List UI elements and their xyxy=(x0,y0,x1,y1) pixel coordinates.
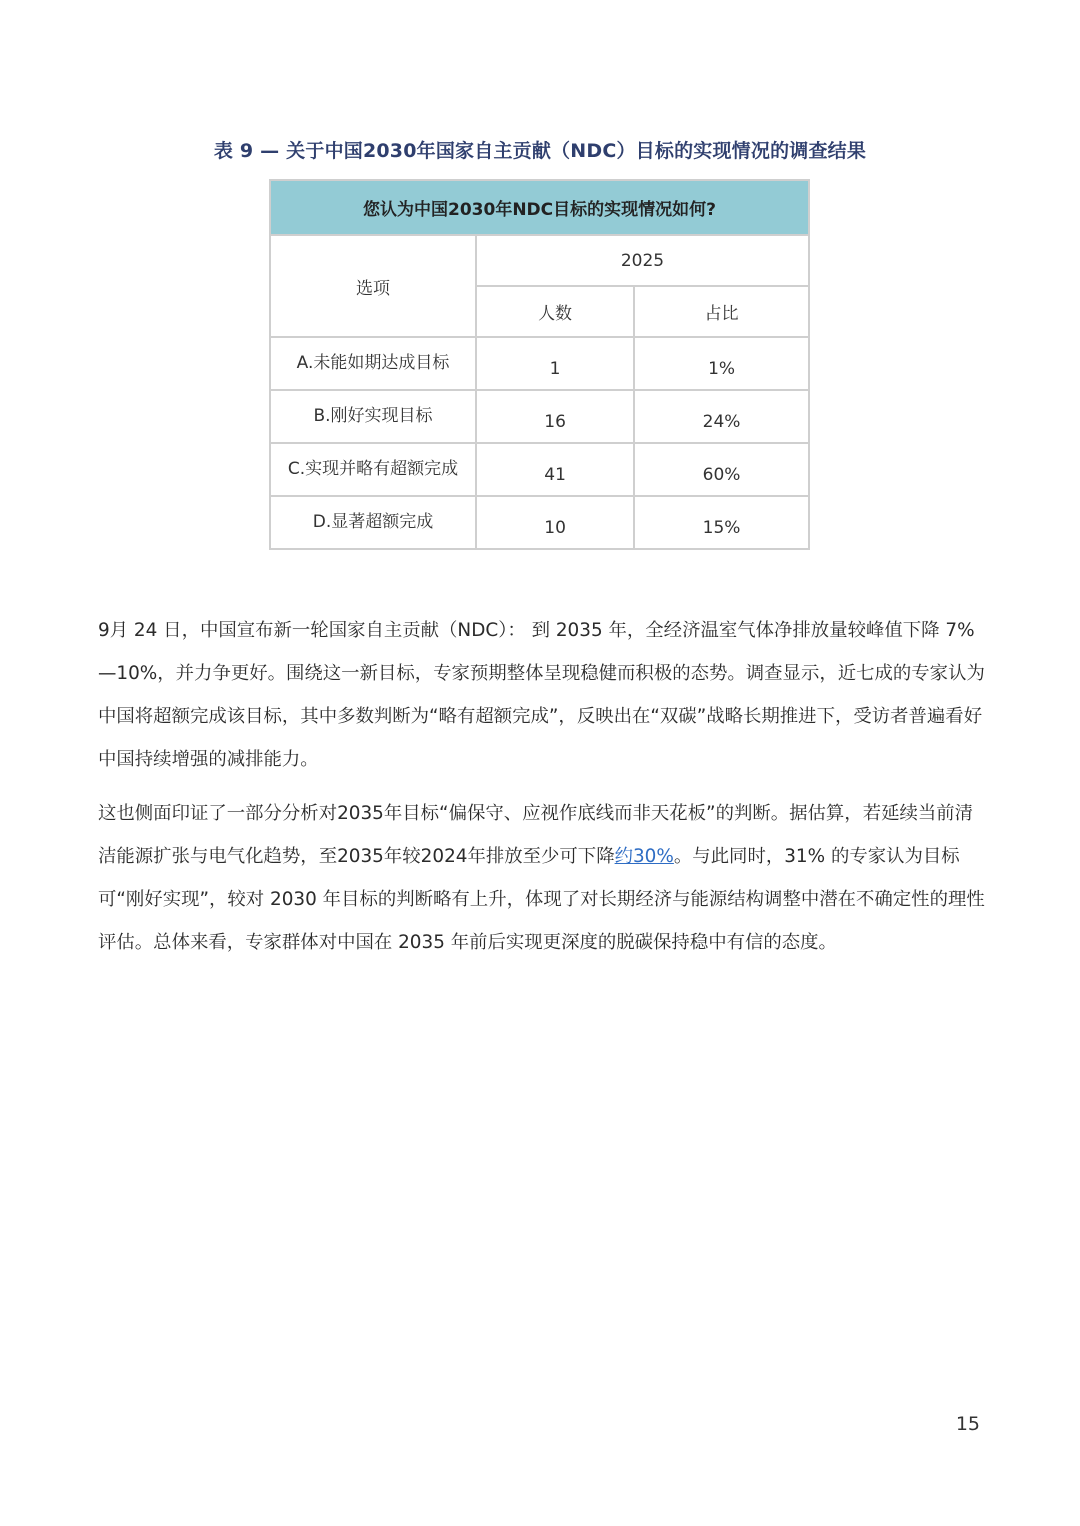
option-label: D.显著超额完成 xyxy=(270,496,476,549)
table-row xyxy=(270,496,809,549)
table-caption: 表 9 — 关于中国2030年国家自主贡献（NDC）目标的实现情况的调查结果 xyxy=(213,140,867,162)
table-year-row xyxy=(270,235,809,286)
option-label: B.刚好实现目标 xyxy=(270,390,476,443)
option-label: C.实现并略有超额完成 xyxy=(270,443,476,496)
table-row xyxy=(270,390,809,443)
paragraph-2-text-before-link: 这也侧面印证了一部分分析对2035年目标“偏保守、应视作底线而非天花板”的判断。据估算，若延续当前清洁能源扩张与电气化趋势，至2035年较2024年排放至少可下降 xyxy=(98,803,974,867)
body-paragraph-1: 9月 24 日，中国宣布新一轮国家自主贡献（NDC）： 到 2035 年，全经济温室气体净排放量较峰值下降 7%—10%，并力争更好。围绕这一新目标，专家预期整体呈现稳健而积极的态势。调查显示，近七成的专家认为中国将超额完成该目标，其中多数判断为“略有超额完成”，反映出在“双碳”战略长期推进下，受访者普遍看好中国持续增强的减排能力。 xyxy=(98,620,985,770)
year-header: 2025 xyxy=(476,235,809,286)
body-paragraph-2 xyxy=(98,792,986,964)
option-column-header: 选项 xyxy=(270,235,476,337)
table-question: 您认为中国2030年NDC目标的实现情况如何? xyxy=(270,180,809,235)
count-value: 10 xyxy=(476,496,634,549)
table-question-row xyxy=(270,180,809,235)
share-column-header: 占比 xyxy=(634,286,809,337)
table-row xyxy=(270,443,809,496)
paragraph-2-text-after-link: 。与此同时，31% 的专家认为目标可“刚好实现”，较对 2030 年目标的判断略有上升，体现了对长期经济与能源结构调整中潜在不确定性的理性评估。总体来看，专家群体对中国在 2035 年前后实现更深度的脱碳保持稳中有信的态度。 xyxy=(98,846,985,953)
count-column-header: 人数 xyxy=(476,286,634,337)
share-value: 60% xyxy=(634,443,809,496)
count-value: 1 xyxy=(476,337,634,390)
share-value: 1% xyxy=(634,337,809,390)
survey-table xyxy=(269,179,810,550)
count-value: 16 xyxy=(476,390,634,443)
option-label: A.未能如期达成目标 xyxy=(270,337,476,390)
share-value: 15% xyxy=(634,496,809,549)
count-value: 41 xyxy=(476,443,634,496)
table-row xyxy=(270,337,809,390)
share-value: 24% xyxy=(634,390,809,443)
page-number: 15 xyxy=(955,1413,980,1435)
source-link[interactable]: 约30% xyxy=(614,846,674,867)
